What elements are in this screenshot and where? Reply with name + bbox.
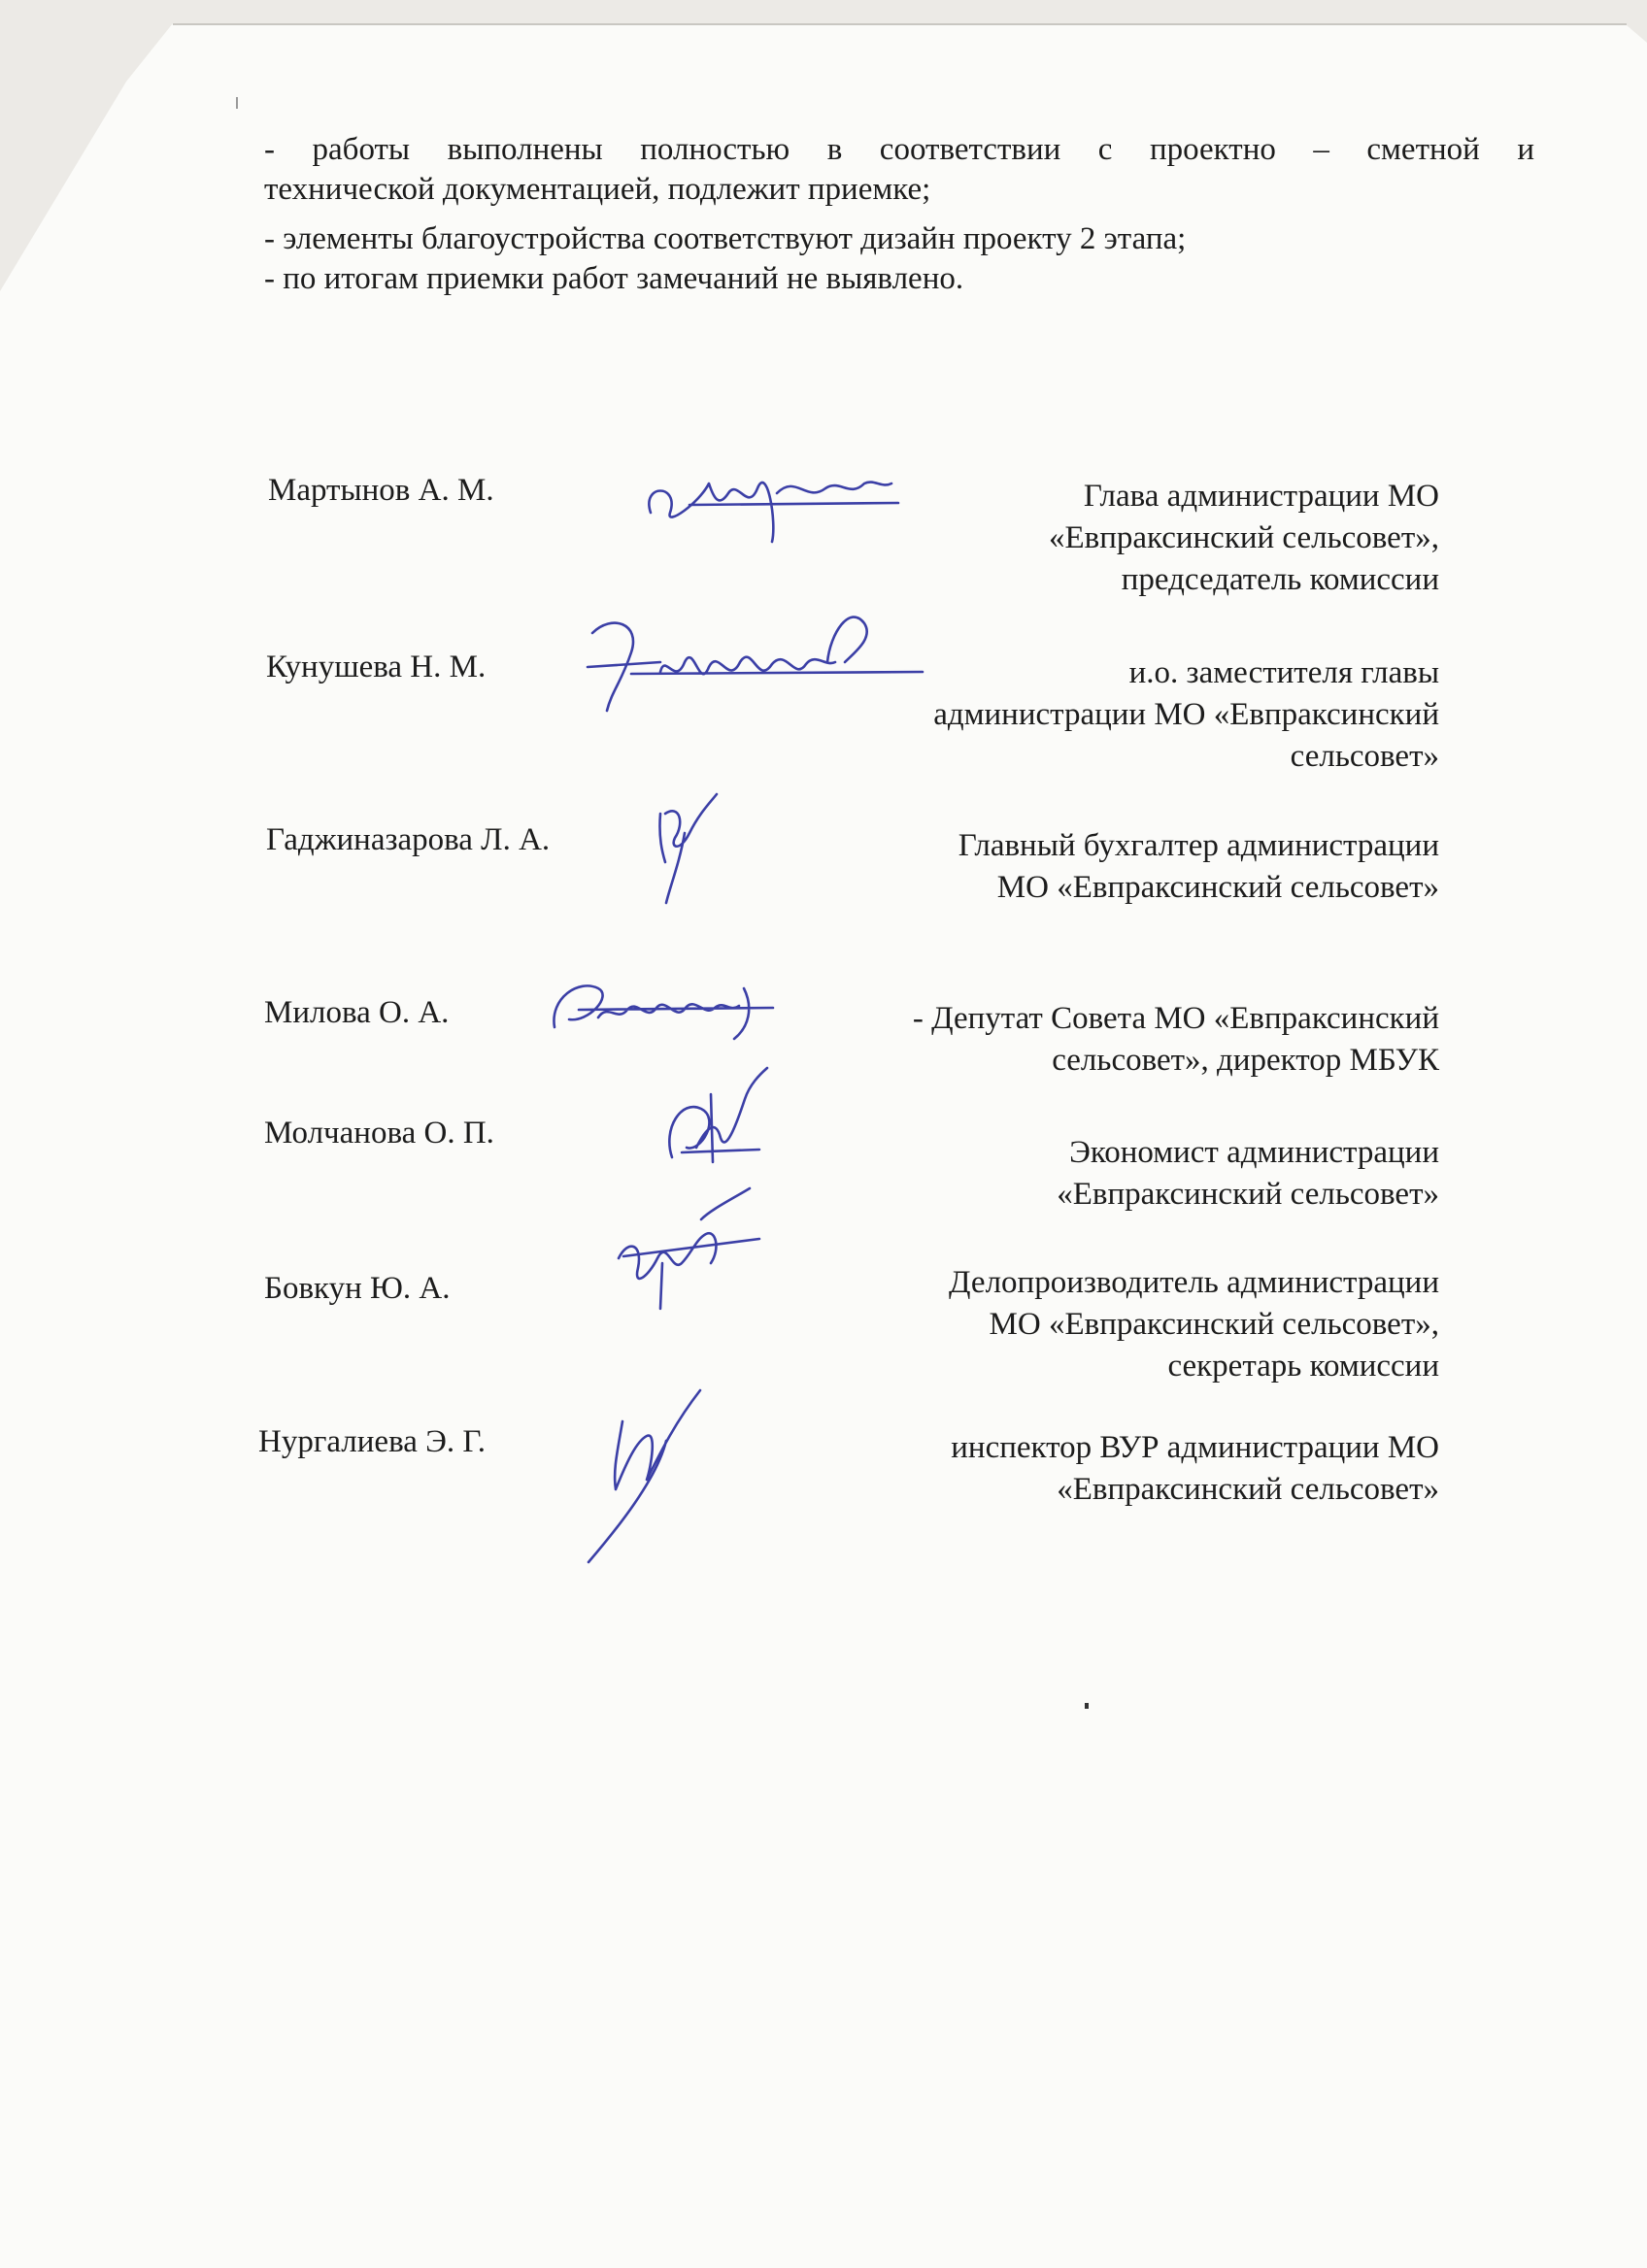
signatory-position-milova: - Депутат Совета МО «Евпраксинский сельсовет», директор МБУК [912, 1001, 1439, 1078]
signatory-position-kunusheva: и.о. заместителя главы администрации МО «Евпраксинский сельсовет» [933, 655, 1439, 774]
signature-gadzhinazarova [641, 784, 728, 911]
signatory-name-kunusheva: Кунушева Н. М. [266, 650, 487, 684]
signatory-name-nurgalieva: Нургалиева Э. Г. [258, 1424, 487, 1459]
paper-edge [173, 23, 1627, 25]
signature-nurgalieva [579, 1383, 715, 1567]
findings-line-2: технической документацией, подлежит приемке; [264, 172, 931, 207]
signature-molchanova [653, 1060, 779, 1177]
signatory-position-martynov: Глава администрации МО «Евпраксинский сельсовет», председатель комиссии [1048, 479, 1439, 597]
signatory-name-martynov: Мартынов А. М. [268, 473, 494, 508]
signatory-position-nurgalieva: инспектор ВУР администрации МО «Евпраксинский сельсовет» [951, 1430, 1439, 1507]
scan-mark [236, 97, 238, 109]
signatory-name-milova: Милова О. А. [264, 995, 450, 1030]
signatory-position-bovkun: Делопроизводитель администрации МО «Евпраксинский сельсовет», секретарь комиссии [949, 1265, 1439, 1384]
signatory-position-gadzhinazarova: Главный бухгалтер администрации МО «Евпраксинский сельсовет» [958, 828, 1439, 905]
signature-bovkun [604, 1181, 769, 1317]
signatory-position-molchanova: Экономист администрации «Евпраксинский сельсовет» [1057, 1135, 1439, 1212]
signatory-name-molchanova: Молчанова О. П. [264, 1116, 494, 1151]
findings-line-3: - элементы благоустройства соответствуют дизайн проекту 2 этапа; [264, 221, 1187, 256]
signature-milova [540, 969, 802, 1047]
signature-kunusheva [573, 594, 932, 730]
scan-dot [1085, 1703, 1089, 1709]
signatory-name-bovkun: Бовкун Ю. А. [264, 1271, 451, 1306]
findings-line-4: - по итогам приемки работ замечаний не выявлено. [264, 261, 964, 296]
signature-martynov [631, 445, 903, 551]
signatory-name-gadzhinazarova: Гаджиназарова Л. А. [266, 822, 551, 857]
findings-line-1: - работы выполнены полностью в соответствии с проектно – сметной и [264, 132, 1534, 167]
